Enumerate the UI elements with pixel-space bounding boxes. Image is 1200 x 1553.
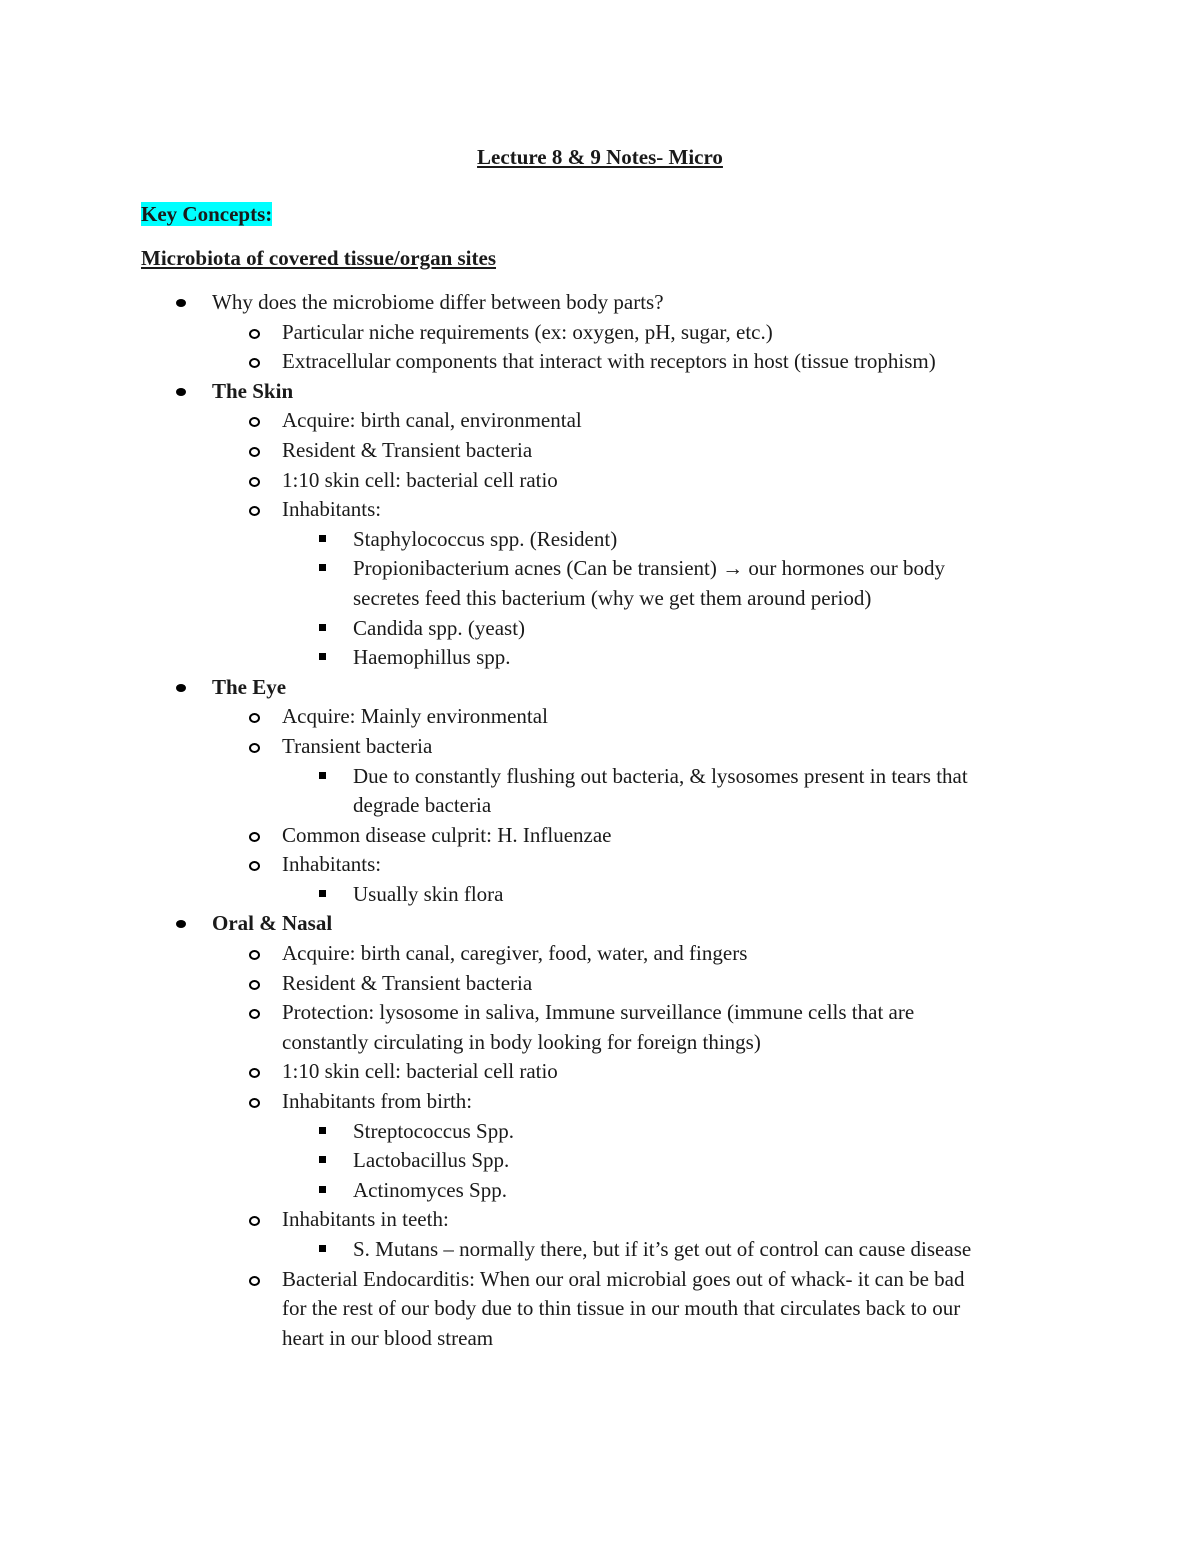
list-item	[0, 850, 1200, 880]
square-bullet-icon	[319, 1186, 326, 1193]
list-item-text: Resident & Transient bacteria	[282, 970, 533, 995]
list-item	[0, 495, 1200, 525]
list-item	[0, 702, 1200, 732]
hollow-circle-bullet-icon	[249, 477, 260, 487]
list-item-text: for the rest of our body due to thin tissue in our mouth that circulates back to our	[282, 1296, 961, 1321]
list-item-text: Staphylococcus spp. (Resident)	[353, 526, 618, 551]
list-item	[0, 377, 1200, 407]
list-item-text: Particular niche requirements (ex: oxygen, pH, sugar, etc.)	[282, 319, 773, 344]
list-item-text: Inhabitants from birth:	[282, 1089, 473, 1114]
list-item-text: Usually skin flora	[353, 881, 504, 906]
section-heading: Microbiota of covered tissue/organ sites	[141, 246, 497, 270]
list-item-continuation	[0, 1028, 1200, 1058]
list-item-continuation	[0, 791, 1200, 821]
list-item-text: Inhabitants:	[282, 497, 382, 522]
hollow-circle-bullet-icon	[249, 980, 260, 990]
hollow-circle-bullet-icon	[249, 358, 260, 368]
list-item-text: constantly circulating in body looking for foreign things)	[282, 1029, 761, 1054]
list-item	[0, 880, 1200, 910]
list-item-text: Actinomyces Spp.	[353, 1177, 507, 1202]
list-item-text: secretes feed this bacterium (why we get them around period)	[353, 585, 872, 610]
list-item	[0, 762, 1200, 792]
square-bullet-icon	[319, 564, 326, 571]
list-item-text: Why does the microbiome differ between body parts?	[212, 290, 664, 314]
filled-circle-bullet-icon	[176, 388, 186, 396]
list-item	[0, 1087, 1200, 1117]
list-item-text: Lactobacillus Spp.	[353, 1148, 510, 1173]
list-item-text-part: Propionibacterium acnes (Can be transient)	[353, 556, 723, 581]
list-item	[0, 1057, 1200, 1087]
hollow-circle-bullet-icon	[249, 1276, 260, 1286]
filled-circle-bullet-icon	[176, 299, 186, 307]
list-item-continuation	[0, 1324, 1200, 1354]
list-item	[0, 939, 1200, 969]
page-title: Lecture 8 & 9 Notes- Micro	[477, 145, 723, 169]
list-item	[0, 436, 1200, 466]
list-item	[0, 909, 1200, 939]
hollow-circle-bullet-icon	[249, 861, 260, 871]
list-item	[0, 1176, 1200, 1206]
list-item-continuation	[0, 1294, 1200, 1324]
list-item-text: Acquire: birth canal, environmental	[282, 408, 582, 433]
hollow-circle-bullet-icon	[249, 506, 260, 516]
list-item-text: Acquire: birth canal, caregiver, food, water, and fingers	[282, 941, 748, 966]
list-item-text: Inhabitants in teeth:	[282, 1207, 449, 1232]
list-item	[0, 969, 1200, 999]
hollow-circle-bullet-icon	[249, 447, 260, 457]
filled-circle-bullet-icon	[176, 684, 186, 692]
square-bullet-icon	[319, 624, 326, 631]
list-item-text	[353, 554, 945, 584]
list-item	[0, 525, 1200, 555]
skin-heading: The Skin	[212, 378, 294, 403]
list-item	[0, 347, 1200, 377]
list-item-text: Transient bacteria	[282, 733, 433, 758]
list-item-text: Candida spp. (yeast)	[353, 615, 526, 640]
oral-heading: Oral & Nasal	[212, 911, 333, 936]
list-item-text: S. Mutans – normally there, but if it’s get out of control can cause disease	[353, 1237, 972, 1261]
list-item	[0, 614, 1200, 644]
list-item-text: 1:10 skin cell: bacterial cell ratio	[282, 467, 558, 492]
right-arrow-icon: →	[722, 556, 744, 581]
list-item-text: Acquire: Mainly environmental	[282, 704, 548, 729]
square-bullet-icon	[319, 772, 326, 779]
list-item	[0, 1265, 1200, 1295]
list-item-text: Streptococcus Spp.	[353, 1118, 514, 1143]
list-item	[0, 643, 1200, 673]
key-concepts-highlight: Key Concepts:	[141, 202, 273, 226]
eye-heading: The Eye	[212, 674, 287, 699]
list-item	[0, 821, 1200, 851]
square-bullet-icon	[319, 1127, 326, 1134]
hollow-circle-bullet-icon	[249, 1068, 260, 1078]
list-item	[0, 673, 1200, 703]
list-item	[0, 1117, 1200, 1147]
list-item-text-part: our hormones our body	[743, 556, 945, 581]
square-bullet-icon	[319, 1156, 326, 1163]
list-item-text: Common disease culprit: H. Influenzae	[282, 822, 612, 847]
list-item-text: Resident & Transient bacteria	[282, 437, 533, 462]
square-bullet-icon	[319, 653, 326, 660]
list-item	[0, 288, 1200, 318]
hollow-circle-bullet-icon	[249, 1216, 260, 1226]
list-item-text: Inhabitants:	[282, 852, 382, 877]
list-item-text: heart in our blood stream	[282, 1325, 494, 1350]
list-item	[0, 318, 1200, 348]
list-item	[0, 406, 1200, 436]
list-item	[0, 554, 1200, 584]
hollow-circle-bullet-icon	[249, 1009, 260, 1019]
list-item-text: Due to constantly flushing out bacteria, & lysosomes present in tears that	[353, 763, 968, 788]
hollow-circle-bullet-icon	[249, 1098, 260, 1108]
list-item	[0, 1235, 1200, 1265]
list-item	[0, 466, 1200, 496]
hollow-circle-bullet-icon	[249, 950, 260, 960]
list-item-text: Haemophillus spp.	[353, 645, 511, 670]
outline-list	[0, 288, 1200, 1353]
list-item-text: Protection: lysosome in saliva, Immune surveillance (immune cells that are	[282, 1000, 915, 1025]
list-item	[0, 1146, 1200, 1176]
list-item-continuation	[0, 584, 1200, 614]
filled-circle-bullet-icon	[176, 920, 186, 928]
square-bullet-icon	[319, 890, 326, 897]
hollow-circle-bullet-icon	[249, 743, 260, 753]
square-bullet-icon	[319, 535, 326, 542]
list-item	[0, 1205, 1200, 1235]
square-bullet-icon	[319, 1245, 326, 1252]
list-item-text: Extracellular components that interact with receptors in host (tissue trophism)	[282, 349, 936, 374]
list-item	[0, 732, 1200, 762]
hollow-circle-bullet-icon	[249, 329, 260, 339]
list-item-text: 1:10 skin cell: bacterial cell ratio	[282, 1059, 558, 1084]
key-concepts-label	[141, 199, 272, 229]
list-item	[0, 998, 1200, 1028]
list-item-text: degrade bacteria	[353, 793, 492, 818]
list-item-text: Bacterial Endocarditis: When our oral microbial goes out of whack- it can be bad	[282, 1266, 965, 1291]
hollow-circle-bullet-icon	[249, 832, 260, 842]
hollow-circle-bullet-icon	[249, 713, 260, 723]
hollow-circle-bullet-icon	[249, 417, 260, 427]
